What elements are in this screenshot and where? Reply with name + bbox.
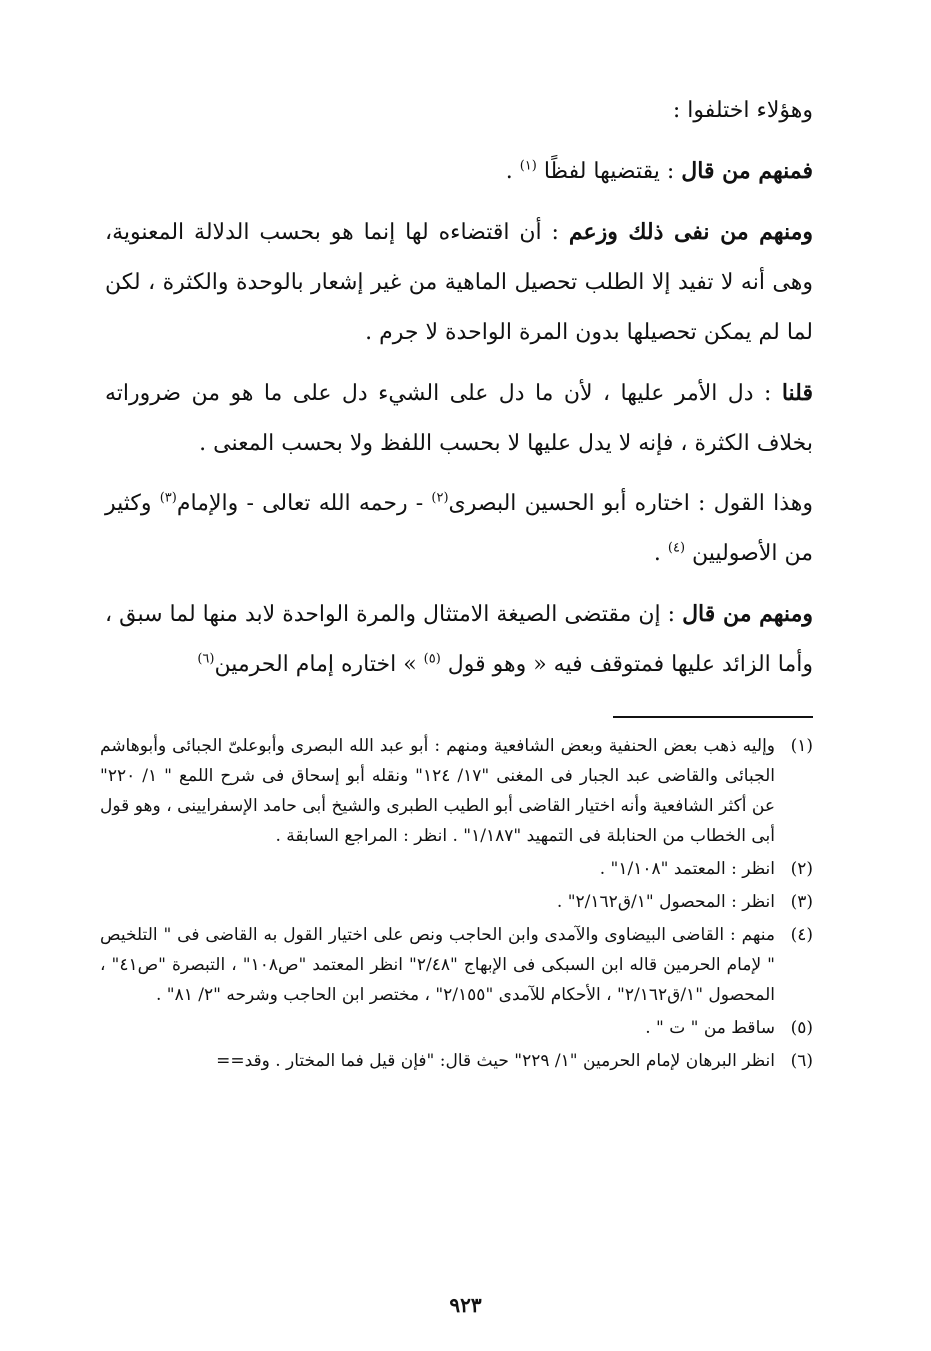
footnote-3 — [100, 887, 813, 917]
footnote-text: انظر البرهان لإمام الحرمين "١/ ٢٢٩" حيث قال: "فإن قيل فما المختار . وقد== — [216, 1051, 775, 1071]
footnote-4 — [100, 920, 813, 1010]
footnote-number: (٥) — [790, 1018, 813, 1038]
footnote-text: وإليه ذهب بعض الحنفية وبعض الشافعية ومنهم : أبو عبد الله البصرى وأبوعلىّ الجبائى وأبوهاشم الجبائى والقاضى عبد الجبار فى المغنى "١٧/ ١٢٤" ونقله أبو إسحاق فى شرح اللمع " ١/ ٢٢٠" عن أكثر الشافعية وأنه اختيار القاضى أبو الطيب الطبرى والشيخ أبى حامد الإسفرايينى ، وهو قول أبى الخطاب من الحنابلة فى التمهيد "١/١٨٧" . انظر : المراجع السابقة . — [100, 736, 775, 846]
footnote-ref-2[interactable]: (٢) — [431, 490, 449, 506]
footnote-ref-5[interactable]: (٥) — [423, 651, 441, 667]
paragraph-3 — [105, 207, 813, 358]
footnote-text: انظر : المعتمد "١/١٠٨" . — [599, 859, 775, 879]
footnote-separator — [613, 716, 813, 718]
paragraph-5-text-d: . — [653, 541, 668, 566]
footnote-number: (٢) — [790, 859, 813, 879]
paragraph-1-text: وهؤلاء اختلفوا : — [672, 98, 813, 123]
main-text — [105, 86, 813, 700]
footnote-2 — [100, 854, 813, 884]
paragraph-4-lead: قلنا — [781, 380, 813, 406]
page-number: ٩٢٣ — [449, 1293, 482, 1317]
paragraph-6-text-a: : إن مقتضى الصيغة الامتثال والمرة الواحدة لابد منها لما سبق ، وأما الزائد عليها فمتوقف فيه « وهو قول — [105, 602, 813, 677]
paragraph-5-text-b: - رحمه الله تعالى - والإمام — [176, 491, 432, 516]
paragraph-5-text-a: وهذا القول : اختاره أبو الحسين البصرى — [448, 491, 814, 516]
footnotes — [100, 731, 813, 1079]
footnote-number: (١) — [790, 736, 813, 756]
footnote-ref-1[interactable]: (١) — [519, 158, 537, 174]
footnote-ref-6[interactable]: (٦) — [197, 651, 215, 667]
paragraph-1 — [105, 86, 813, 136]
footnote-5 — [100, 1013, 813, 1043]
paragraph-6-lead: ومنهم من قال — [682, 601, 813, 627]
paragraph-2-end: . — [505, 159, 520, 184]
footnote-text: ساقط من " ت " . — [645, 1018, 775, 1038]
paragraph-5-text-c: وكثير من الأصوليين — [105, 491, 813, 566]
paragraph-6-text-b: » اختاره إمام الحرمين — [214, 652, 424, 677]
footnote-1 — [100, 731, 813, 851]
footnote-text: انظر : المحصول "١/ق٢/١٦٢" . — [556, 892, 775, 912]
footnote-number: (٤) — [790, 925, 813, 945]
paragraph-2 — [105, 146, 813, 197]
footnote-number: (٦) — [790, 1051, 813, 1071]
paragraph-4-text: : دل الأمر عليها ، لأن ما دل على الشيء دل على ما هو من ضروراته بخلاف الكثرة ، فإنه لا يدل عليها لا بحسب اللفظ ولا بحسب المعنى . — [105, 381, 813, 456]
footnote-ref-3[interactable]: (٣) — [159, 490, 177, 506]
footnote-number: (٣) — [790, 892, 813, 912]
paragraph-5 — [105, 479, 813, 579]
footnote-ref-4[interactable]: (٤) — [667, 540, 686, 556]
paragraph-4 — [105, 368, 813, 469]
paragraph-3-lead: ومنهم من نفى ذلك وزعم — [568, 219, 813, 245]
paragraph-2-lead: فمنهم من قال — [681, 158, 813, 184]
paragraph-3-text: : أن اقتضاءه لها إنما هو بحسب الدلالة المعنوية، وهى أنه لا تفيد إلا الطلب تحصيل الماهية من غير إشعار بالوحدة والكثرة ، لكن لما لم يمكن تحصيلها بدون المرة الواحدة لا جرم . — [105, 220, 813, 345]
footnote-text: منهم : القاضى البيضاوى والآمدى وابن الحاجب ونص على اختيار القول به القاضى فى " التلخيص " لإمام الحرمين قاله ابن السبكى فى الإبهاج "٢/٤٨" انظر المعتمد "ص١٠٨" ، التبصرة "ص٤١" ، المحصول "١/ق٢/١٦٢" ، الأحكام للآمدى "٢/١٥٥" ، مختصر ابن الحاجب وشرحه "٢/ ٨١" . — [100, 925, 775, 1005]
footnote-6 — [100, 1046, 813, 1076]
paragraph-6 — [105, 589, 813, 690]
paragraph-2-text: : يقتضيها لفظًا — [536, 159, 682, 184]
